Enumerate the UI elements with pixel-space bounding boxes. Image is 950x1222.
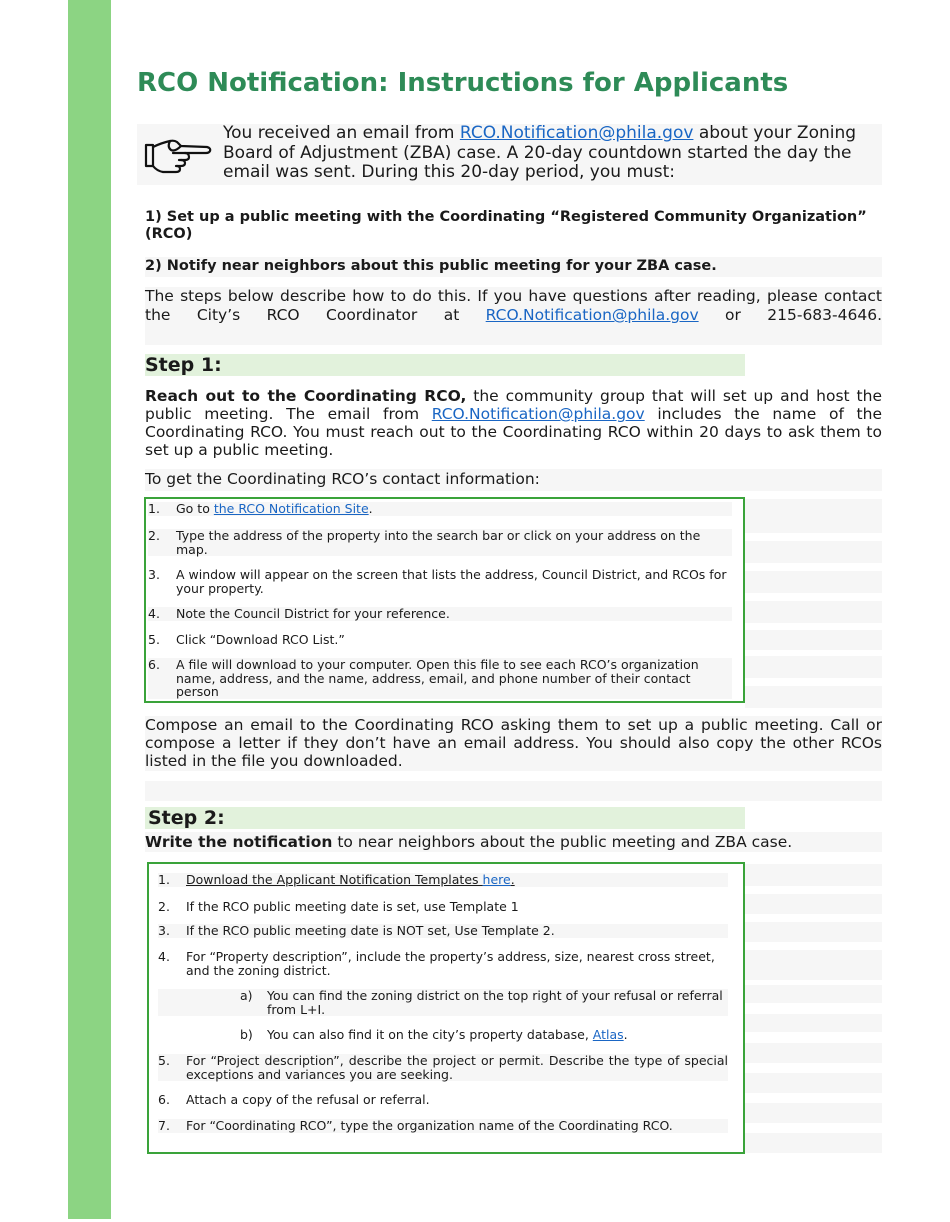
list-item: 3. If the RCO public meeting date is NOT set, Use Template 2. — [158, 924, 728, 938]
contact-info-intro: To get the Coordinating RCO’s contact information: — [145, 469, 882, 491]
step-2-heading: Step 2: — [145, 807, 745, 829]
compose-email-text: Compose an email to the Coordinating RCO asking them to set up a public meeting. Call or compose a letter if they don’t have an email address. You should also copy the other RCOs listed in the file you downloaded. — [145, 716, 882, 770]
list-item: 4. For “Property description”, include the property’s address, size, nearest cross street, and the zoning district. — [158, 949, 715, 978]
templates-here-link[interactable]: here — [482, 872, 511, 887]
side-stripe — [745, 864, 882, 886]
rco-email-link-3[interactable]: RCO.Notification@phila.gov — [431, 405, 645, 423]
green-sidebar — [68, 0, 111, 1219]
steps-intro: The steps below describe how to do this. If you have questions after reading, please contact the City’s RCO Coordinator at RCO.Notification@phila.gov or 215-683-4646. — [145, 287, 882, 345]
side-stripe — [745, 985, 882, 1003]
intro-callout — [137, 124, 882, 185]
side-stripe — [745, 571, 882, 593]
rco-notification-site-link[interactable]: the RCO Notification Site — [213, 501, 369, 516]
side-stripe — [745, 1014, 882, 1032]
side-stripe — [745, 1103, 882, 1123]
list-item: b) You can also find it on the city’s property database, Atlas. — [240, 1027, 628, 1042]
page-title: RCO Notification: Instructions for Applicants — [137, 68, 789, 98]
side-stripe — [745, 922, 882, 942]
atlas-link[interactable]: Atlas — [592, 1027, 624, 1042]
intro-text: You received an email from RCO.Notification@phila.gov about your Zoning Board of Adjustment (ZBA) case. A 20-day countdown started the day the email was sent. During this 20-day period, you must: — [223, 123, 857, 182]
pointing-hand-icon — [143, 136, 213, 178]
side-stripe — [745, 1073, 882, 1093]
side-stripe — [745, 894, 882, 914]
list-item: 1. Go to the RCO Notification Site. — [148, 502, 732, 516]
side-stripe — [745, 1043, 882, 1063]
step-2-lead: Write the notification to near neighbors about the public meeting and ZBA case. — [145, 832, 882, 852]
side-stripe — [745, 950, 882, 980]
list-item: 6. A file will download to your computer. Open this file to see each RCO’s organization name, address, and the name, address, email, and phone number of their contact person — [148, 658, 732, 699]
spacer-band — [145, 781, 882, 801]
step-1-heading: Step 1: — [145, 354, 745, 376]
side-stripe — [745, 656, 882, 678]
side-stripe — [745, 630, 882, 650]
list-item: 4. Note the Council District for your reference. — [148, 607, 732, 621]
side-stripe — [745, 1133, 882, 1153]
side-stripe — [745, 499, 882, 533]
rco-email-link-2[interactable]: RCO.Notification@phila.gov — [485, 306, 699, 324]
side-stripe — [745, 541, 882, 563]
notification-steps-box — [147, 862, 745, 1154]
list-item: 2. If the RCO public meeting date is set, use Template 1 — [158, 899, 519, 914]
list-item: 1. Download the Applicant Notification Templates here. — [158, 873, 728, 887]
list-item: 5. Click “Download RCO List.” — [148, 632, 345, 647]
side-stripe — [745, 601, 882, 623]
list-item: 7. For “Coordinating RCO”, type the organization name of the Coordinating RCO. — [158, 1119, 728, 1133]
rco-email-link[interactable]: RCO.Notification@phila.gov — [459, 123, 694, 143]
requirement-2: 2) Notify near neighbors about this public meeting for your ZBA case. — [145, 257, 882, 277]
list-item: 5. For “Project description”, describe the project or permit. Describe the type of special exceptions and variances you are seeking. — [158, 1053, 728, 1082]
rco-contact-steps-box — [144, 497, 745, 703]
requirement-1: 1) Set up a public meeting with the Coordinating “Registered Community Organization” (RCO) — [145, 209, 867, 242]
list-item: 3. A window will appear on the screen that lists the address, Council District, and RCOs for your property. — [148, 567, 727, 596]
side-stripe — [745, 686, 882, 708]
list-item: 6. Attach a copy of the refusal or referral. — [158, 1092, 430, 1107]
list-item: 2. Type the address of the property into the search bar or click on your address on the map. — [148, 529, 732, 556]
list-item: a) You can find the zoning district on the top right of your refusal or referral from L+I. — [158, 989, 728, 1016]
step-1-lead: Reach out to the Coordinating RCO, the community group that will set up and host the public meeting. The email from RCO.Notification@phila.gov includes the name of the Coordinating RCO. You must reach out to the Coordinating RCO within 20 days to ask them to set up a public meeting. — [145, 387, 882, 459]
